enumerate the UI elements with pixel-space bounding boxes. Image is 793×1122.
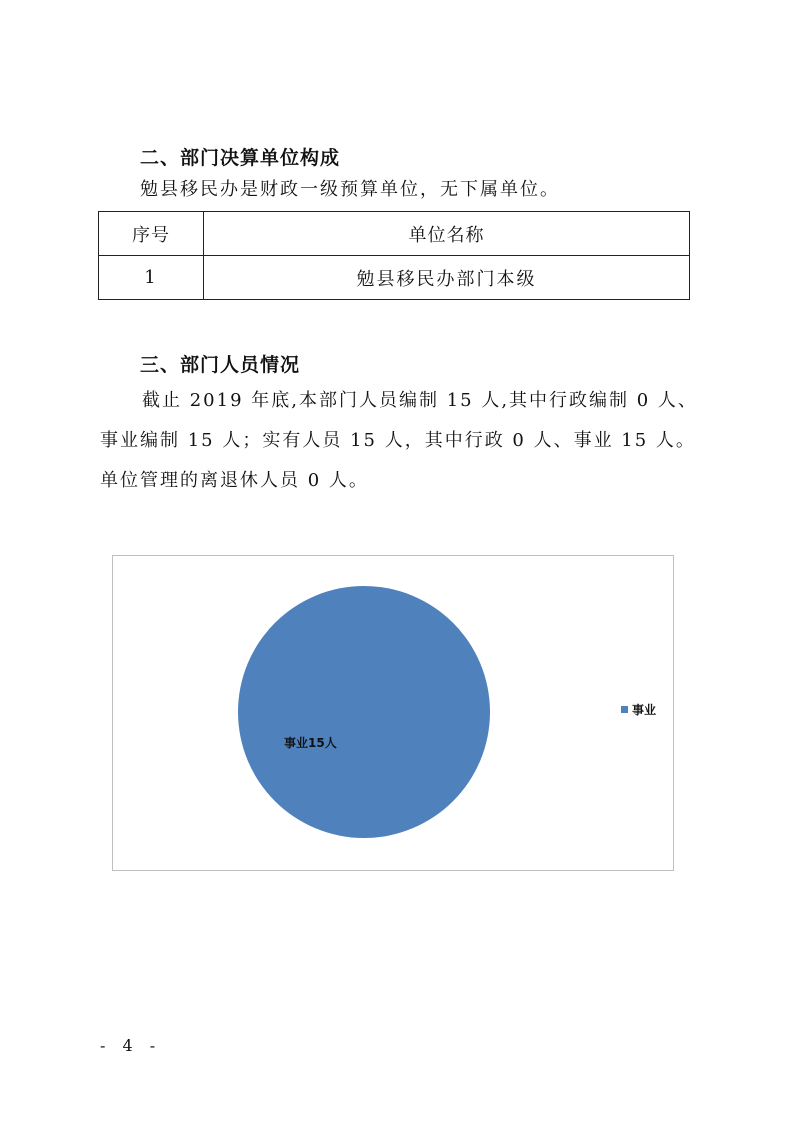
page-number: - 4 - (100, 1036, 162, 1055)
table-header-row (99, 212, 690, 256)
table-cell-unit-name: 勉县移民办部门本级 (204, 256, 690, 300)
staff-line-1: 截止 2019 年底,本部门人员编制 15 人,其中行政编制 0 人、 (142, 390, 698, 411)
pie-data-label-1: 事业15人 (284, 736, 337, 750)
table-header-unit-name: 单位名称 (204, 212, 690, 256)
table-cell-serial: 1 (99, 256, 204, 300)
pie-chart-svg (113, 556, 673, 870)
section-heading-unit-composition: 二、部门决算单位构成 (140, 147, 341, 169)
unit-table (98, 211, 690, 300)
unit-composition-paragraph: 勉县移民办是财政一级预算单位，无下属单位。 (140, 179, 560, 200)
section-heading-staff: 三、部门人员情况 (140, 354, 301, 376)
staff-line-2: 事业编制 15 人；实有人员 15 人，其中行政 0 人、事业 15 人。 (100, 430, 696, 451)
staff-pie-chart (112, 555, 674, 871)
table-header-serial: 序号 (99, 212, 204, 256)
pie-slice-1 (238, 586, 490, 838)
legend-swatch-1 (621, 706, 628, 713)
staff-line-3: 单位管理的离退休人员 0 人。 (100, 470, 369, 491)
table-row (99, 256, 690, 300)
staff-paragraph (100, 381, 700, 501)
legend-label-1: 事业 (632, 703, 657, 717)
